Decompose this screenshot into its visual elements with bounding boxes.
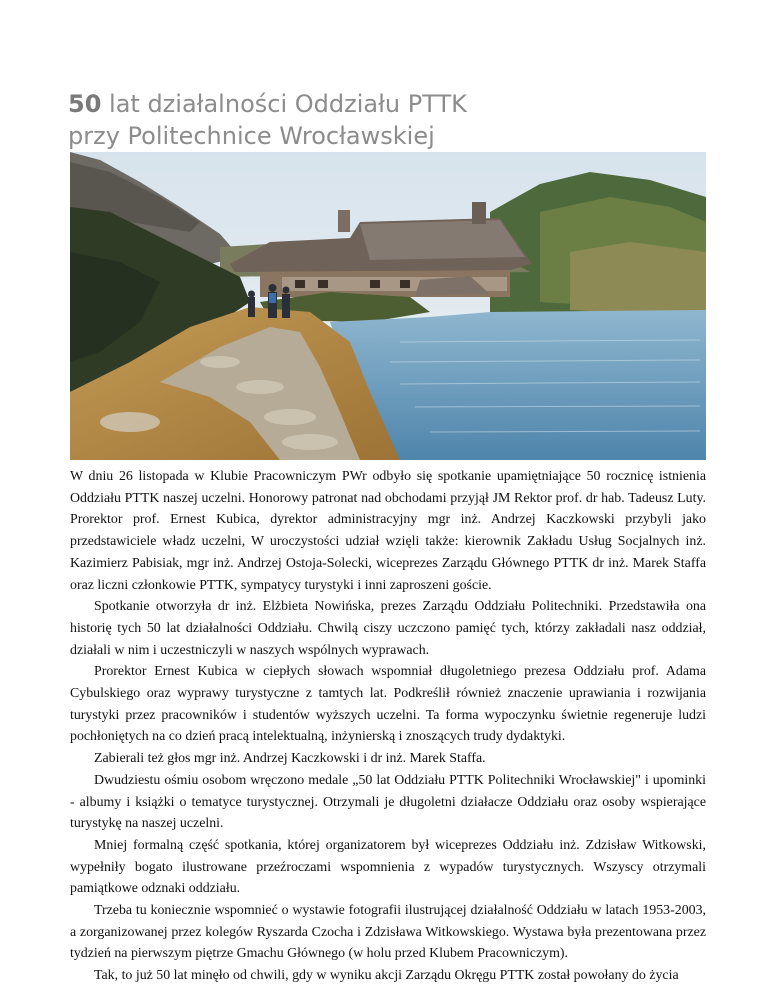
paragraph: Mniej formalną część spotkania, której organizatorem był wiceprezes Oddziału inż. Zdzisław Witkowski, wypełniły bogato ilustrowane przeźroczami wspomnienia z wypadów turystycznych. Wszyscy otrzymali pamiątkowe odznaki oddziału. <box>70 837 706 897</box>
title-number: 50 <box>68 90 102 118</box>
article-title <box>68 88 708 152</box>
paragraph: Prorektor Ernest Kubica w ciepłych słowach wspomniał długoletniego prezesa Oddziału prof. Adama Cybulskiego oraz wyprawy turystyczne z tamtych lat. Podkreślił również znaczenie uprawiania i rozwijania turystyki przez pracowników i studentów wyższych uczelni. Ta forma wypoczynku świetnie regeneruje ludzi pochłoniętych na co dzień pracą intelektualną, inżynierską i znoszących trudy dydaktyki. <box>70 664 706 745</box>
paragraph: Spotkanie otworzyła dr inż. Elżbieta Nowińska, prezes Zarządu Oddziału Politechniki. Przedstawiła ona historię tych 50 lat działalności Oddziału. Chwilą ciszy uczczono pamięć tych, którzy zakładali nasz oddział, działali w nim i uczestniczyli w naszych wspólnych wyprawach. <box>70 599 706 658</box>
mountain-hut-photo <box>70 152 706 460</box>
paragraph: Tak, to już 50 lat minęło od chwili, gdy w wyniku akcji Zarządu Okręgu PTTK został powołany do życia <box>94 968 679 984</box>
title-line1: lat działalności Oddziału PTTK <box>101 90 467 118</box>
title-line2: przy Politechnice Wrocławskiej <box>68 122 435 150</box>
paragraph: Trzeba tu koniecznie wspomnieć o wystawie fotografii ilustrującej działalność Oddziału w latach 1953-2003, a zorganizowanej przez kolegów Ryszarda Czocha i Zdzisława Witkowskiego. Wystawa była prezentowana przez tydzień na pierwszym piętrze Gmachu Głównego (w holu przed Klubem Pracowniczym). <box>70 903 706 962</box>
paragraph: Zabierali też głos mgr inż. Andrzej Kaczkowski i dr inż. Marek Staffa. <box>94 751 486 767</box>
paragraph: W dniu 26 listopada w Klubie Pracowniczym PWr odbyło się spotkanie upamiętniające 50 rocznicę istnienia Oddziału PTTK naszej uczelni. Honorowy patronat nad obchodami przyjął JM Rektor prof. dr hab. Tadeusz Luty. Prorektor prof. Ernest Kubica, dyrektor administracyjny mgr inż. Andrzej Kaczkowski przybyli jako przedstawiciele władz uczelni, W uroczystości udział wzięli także: kierownik Zakładu Usług Socjalnych inż. Kazimierz Pabisiak, mgr inż. Andrzej Ostoja-Solecki, wiceprezes Zarządu Głównego PTTK dr inż. Marek Staffa oraz liczni członkowie PTTK, sympatycy turystyki i inni zaproszeni goście. <box>70 469 706 593</box>
article-body <box>70 466 706 987</box>
paragraph: Dwudziestu ośmiu osobom wręczono medale „50 lat Oddziału PTTK Politechniki Wrocławskiej" i upominki - albumy i książki o tematyce turystycznej. Otrzymali je długoletni działacze Oddziału oraz osoby wspierające turystykę na naszej uczelni. <box>70 772 706 832</box>
